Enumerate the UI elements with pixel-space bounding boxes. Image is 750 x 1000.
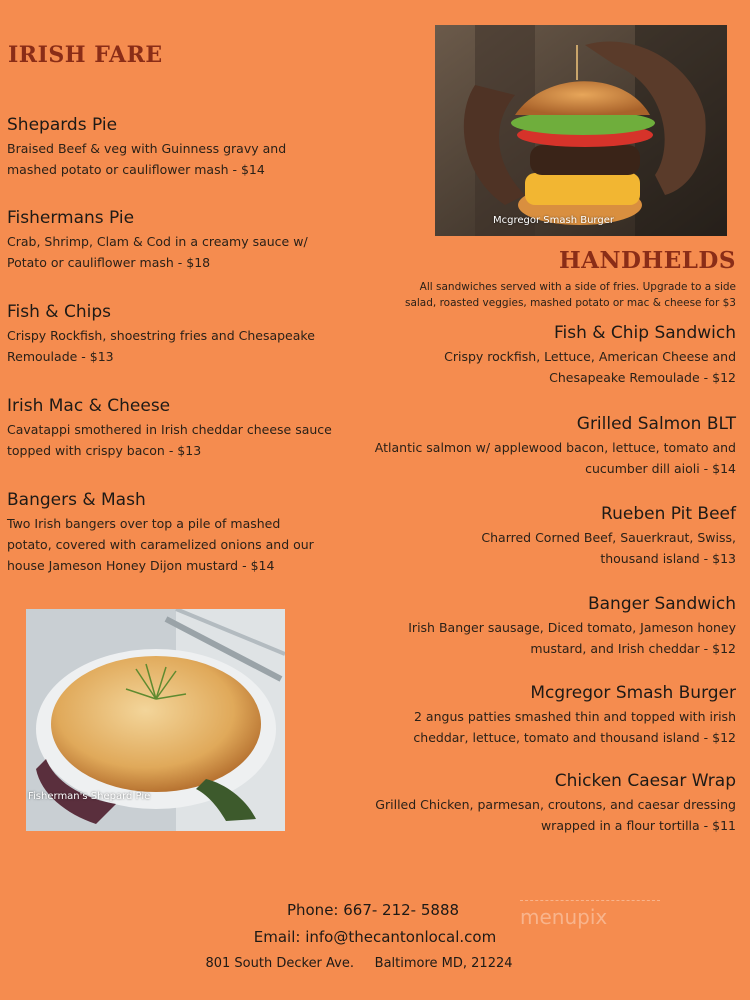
pie-photo [26, 609, 285, 831]
item-description: Irish Banger sausage, Diced tomato, Jameson honey mustard, and Irish cheddar - $12 [408, 620, 736, 656]
menu-item-shepards-pie [7, 114, 372, 180]
item-name: Rueben Pit Beef [601, 504, 736, 524]
item-description: 2 angus patties smashed thin and topped with irish cheddar, lettuce, tomato and thousand island - $12 [413, 709, 736, 745]
contact-phone: Phone: 667- 212- 5888 [286, 901, 460, 919]
item-description: Crispy Rockfish, shoestring fries and Chesapeake Remoulade - $13 [7, 328, 315, 364]
item-name: Fish & Chips [7, 302, 111, 322]
menu-item-fishermans-pie [7, 207, 372, 273]
menu-item-grilled-salmon-blt [336, 413, 736, 479]
menu-item-chicken-caesar-wrap [336, 770, 736, 836]
item-name: Bangers & Mash [7, 490, 146, 510]
handhelds-side-note: All sandwiches served with a side of fries. Upgrade to a side salad, roasted veggies, mashed potato or mac & cheese for $3 [404, 281, 736, 309]
menu-item-rueben-pit-beef [336, 503, 736, 569]
item-description: Two Irish bangers over top a pile of mashed potato, covered with caramelized onions and our house Jameson Honey Dijon mustard - $14 [7, 516, 314, 573]
item-description: Cavatappi smothered in Irish cheddar cheese sauce topped with crispy bacon - $13 [7, 422, 332, 458]
item-description: Crispy rockfish, Lettuce, American Cheese and Chesapeake Remoulade - $12 [444, 349, 736, 385]
menu-item-banger-sandwich [336, 593, 736, 659]
menu-item-mcgregor-smash-burger [336, 682, 736, 748]
item-description: Atlantic salmon w/ applewood bacon, lettuce, tomato and cucumber dill aioli - $14 [374, 440, 736, 476]
item-name: Grilled Salmon BLT [576, 414, 736, 434]
item-name: Irish Mac & Cheese [7, 396, 171, 416]
item-description: Charred Corned Beef, Sauerkraut, Swiss, thousand island - $13 [481, 530, 736, 566]
burger-photo-caption: Mcgregor Smash Burger [493, 215, 614, 226]
menu-item-fish-and-chip-sandwich [336, 322, 736, 388]
item-description: Grilled Chicken, parmesan, croutons, and caesar dressing wrapped in a flour tortilla - $11 [375, 797, 736, 833]
menu-item-irish-mac-and-cheese [7, 395, 372, 461]
menupix-watermark: menupix [520, 900, 660, 940]
irish-fare-heading: IRISH FARE [8, 42, 163, 68]
item-name: Banger Sandwich [587, 594, 736, 614]
item-name: Chicken Caesar Wrap [554, 771, 736, 791]
item-name: Fish & Chip Sandwich [553, 323, 736, 343]
item-name: Shepards Pie [7, 115, 118, 135]
item-description: Crab, Shrimp, Clam & Cod in a creamy sauce w/ Potato or cauliflower mash - $18 [7, 234, 308, 270]
item-name: Mcgregor Smash Burger [530, 683, 736, 703]
pie-photo-caption: Fisherman's Shepard Pie [28, 791, 151, 802]
contact-address: 801 South Decker Ave. Baltimore MD, 21224 [205, 956, 513, 971]
burger-photo [435, 25, 727, 236]
contact-email: Email: info@thecantonlocal.com [253, 928, 497, 946]
item-name: Fishermans Pie [7, 208, 135, 228]
menu-item-bangers-and-mash [7, 489, 372, 576]
handhelds-heading: HANDHELDS [558, 247, 736, 274]
item-description: Braised Beef & veg with Guinness gravy and mashed potato or cauliflower mash - $14 [7, 141, 287, 177]
menu-item-fish-and-chips [7, 301, 372, 367]
burger-illustration [435, 25, 727, 236]
